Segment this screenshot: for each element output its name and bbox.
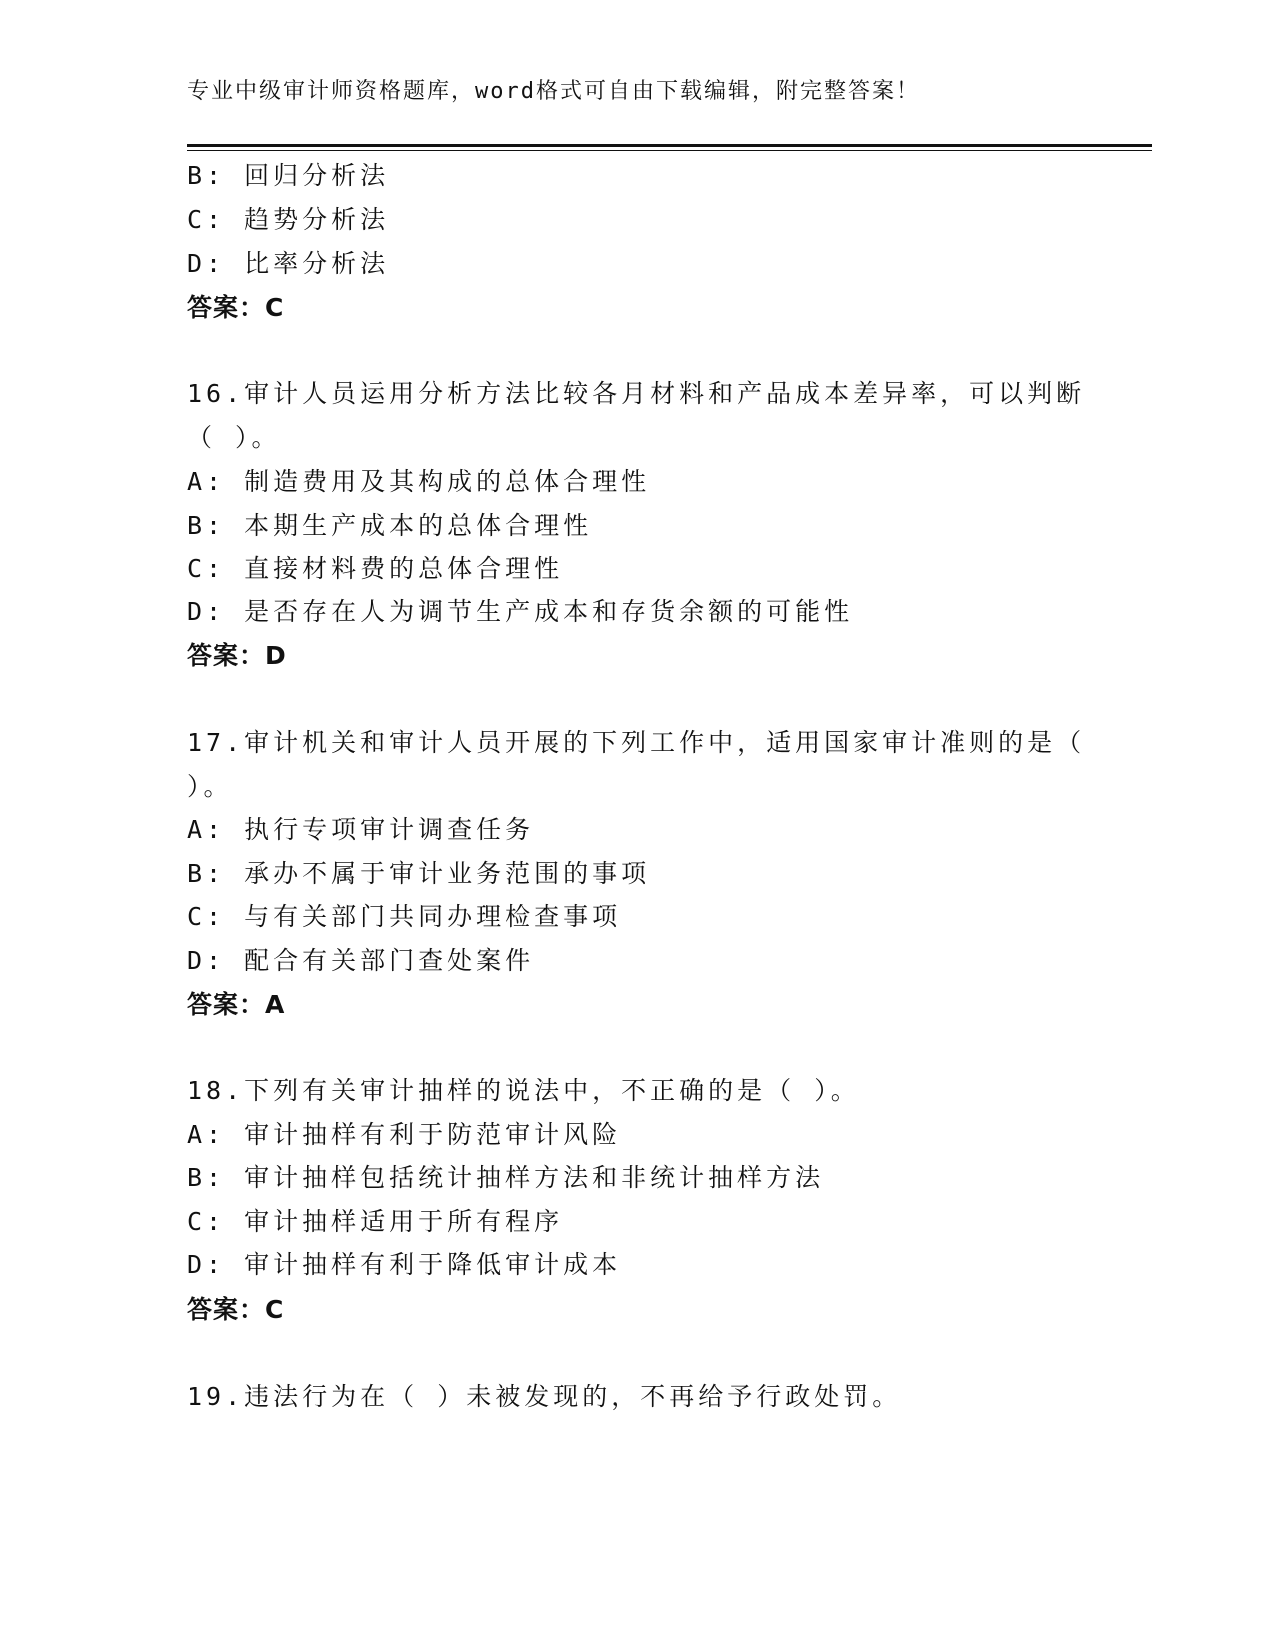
question-16: 16.审计人员运用分析方法比较各月材料和产品成本差异率，可以判断 (187, 379, 1086, 408)
header-divider-thin (187, 150, 1152, 151)
option-c: C: 与有关部门共同办理检查事项 (187, 902, 622, 931)
question-17: 17.审计机关和审计人员开展的下列工作中，适用国家审计准则的是（ (187, 728, 1086, 757)
option-a: A: 执行专项审计调查任务 (187, 815, 535, 844)
option-c: C: 直接材料费的总体合理性 (187, 554, 564, 583)
option-a: A: 制造费用及其构成的总体合理性 (187, 467, 651, 496)
option-a: A: 审计抽样有利于防范审计风险 (187, 1120, 622, 1149)
answer: 答案：C (187, 293, 285, 322)
question-18: 18.下列有关审计抽样的说法中，不正确的是（ ）。 (187, 1076, 860, 1105)
header-divider (187, 144, 1152, 147)
option-d: D: 配合有关部门查处案件 (187, 946, 535, 975)
answer: 答案：C (187, 1295, 285, 1324)
page-header: 专业中级审计师资格题库，word格式可自由下载编辑，附完整答案！ (187, 79, 920, 104)
answer: 答案：D (187, 641, 287, 670)
question-16-cont: （ ）。 (187, 423, 281, 452)
question-19: 19.违法行为在（ ）未被发现的，不再给予行政处罚。 (187, 1382, 902, 1411)
option-d: D: 是否存在人为调节生产成本和存货余额的可能性 (187, 597, 854, 626)
option-b: B: 回归分析法 (187, 161, 390, 190)
option-d: D: 比率分析法 (187, 249, 390, 278)
option-b: B: 审计抽样包括统计抽样方法和非统计抽样方法 (187, 1163, 825, 1192)
question-17-cont: ）。 (187, 772, 233, 801)
option-b: B: 承办不属于审计业务范围的事项 (187, 859, 651, 888)
option-b: B: 本期生产成本的总体合理性 (187, 511, 593, 540)
option-c: C: 审计抽样适用于所有程序 (187, 1207, 564, 1236)
option-d: D: 审计抽样有利于降低审计成本 (187, 1250, 622, 1279)
option-c: C: 趋势分析法 (187, 205, 390, 234)
answer: 答案：A (187, 990, 286, 1019)
